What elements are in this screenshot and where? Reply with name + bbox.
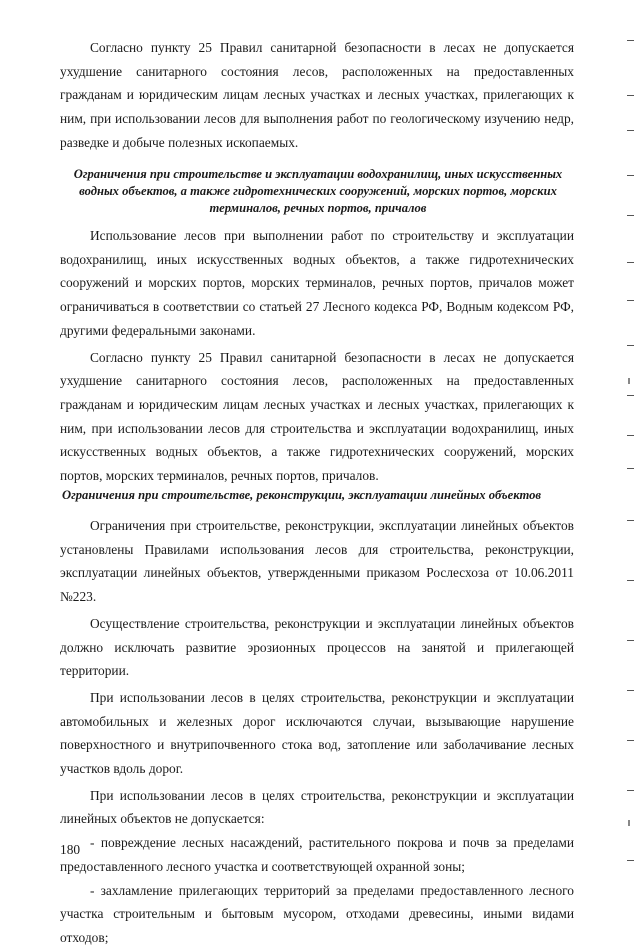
edge-mark [627,435,634,436]
edge-mark [628,820,630,826]
edge-mark [627,40,634,41]
edge-mark [627,690,634,691]
paragraph: При использовании лесов в целях строительства, реконструкции и эксплуатации автомобильных и железных дорог исключаются случаи, вызывающие нарушение поверхностного и внутрипочвенного стока вод, затопление или заболачивание лесных участков вдоль дорог. [60,689,574,777]
section-geology [60,36,574,155]
paragraph: Осуществление строительства, реконструкции и эксплуатации линейных объектов должно исключать развитие эрозионных процессов на занятой и прилегающей территории. [60,615,574,679]
edge-mark [627,262,634,263]
edge-mark [627,300,634,301]
edge-mark [627,520,634,521]
paragraph: Согласно пункту 25 Правил санитарной безопасности в лесах не допускается ухудшение санитарного состояния лесов, расположенных на предоставленных гражданам и юридическим лицам лесных участках и лесных участках, прилегающих к ним, при использовании лесов для строительства и эксплуатации водохранилищ, иных искусственных водных объектов, а также гидротехнических сооружений, морских портов, морских терминалов, речных портов, причалов. [60,349,574,484]
edge-mark [627,790,634,791]
page-number: 180 [60,842,81,857]
edge-mark [627,860,634,861]
edge-mark [628,378,630,384]
edge-mark [627,640,634,641]
edge-mark [627,175,634,176]
scan-edge-marks [620,0,640,905]
list-item: - повреждение лесных насаждений, растительного покрова и почв за пределами предоставленного лесного участка и соответствующей охранной зоны; [60,835,574,874]
edge-mark [627,130,634,131]
list-item: - захламление прилегающих территорий за пределами предоставленного лесного участка строительным и бытовым мусором, отходами древесины, иными видами отходов; [60,882,574,945]
edge-mark [627,95,634,96]
paragraph: Ограничения при строительстве, реконструкции, эксплуатации линейных объектов установлены Правилами использования лесов для строительства, реконструкции, эксплуатации линейных объектов, утвержденными приказом Рослесхоза от 10.06.2011 №223. [60,518,574,605]
section-linear [60,514,574,950]
edge-mark [627,215,634,216]
section-heading-linear [62,487,572,504]
edge-mark [627,580,634,581]
section-heading: Ограничения при строительстве и эксплуатации водохранилищ, иных искусственных водных объектов, а также гидротехнических сооружений, морских портов, морских терминалов, речных портов, причалов [73,167,563,215]
edge-mark [627,468,634,469]
paragraph: При использовании лесов в целях строительства, реконструкции и эксплуатации линейных объектов не допускается: [60,787,574,827]
paragraph: Использование лесов при выполнении работ по строительству и эксплуатации водохранилищ, иных искусственных водных объектов, а также гидротехнических сооружений и морских портов, морских терминалов, речных портов, причалов может ограничиваться в соответствии со статьей 27 Лесного кодекса РФ, Водным кодексом РФ, другими федеральными законами. [60,228,574,338]
section-heading-reservoirs [66,166,570,217]
edge-mark [627,395,634,396]
section-heading: Ограничения при строительстве, реконструкции, эксплуатации линейных объектов [62,488,541,502]
edge-mark [627,345,634,346]
section-reservoirs [60,224,574,488]
paragraph: Согласно пункту 25 Правил санитарной безопасности в лесах не допускается ухудшение санитарного состояния лесов, расположенных на предоставленных гражданам и юридическим лицам лесных участках и лесных участках, прилегающих к ним, при использовании лесов для выполнения работ по геологическому изучению недр, разведке и добыче полезных ископаемых. [60,40,574,150]
edge-mark [627,740,634,741]
